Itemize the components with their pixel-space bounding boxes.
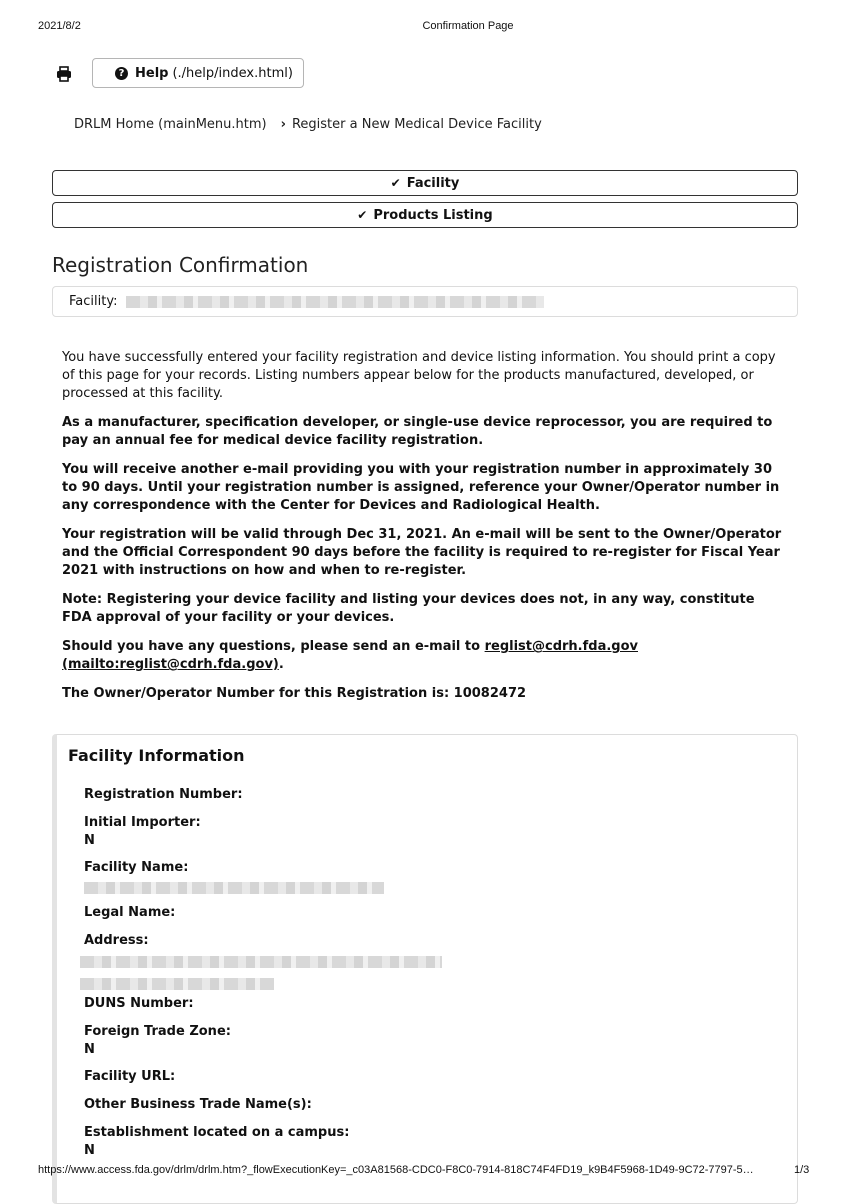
- other-trade-names-field: [84, 1096, 312, 1114]
- help-label: Help: [135, 65, 169, 81]
- check-icon: ✔: [390, 176, 401, 190]
- fda-approval-note: Note: Registering your device facility and listing your devices does not, in any way, constitute FDA approval of your facility or your devices.: [62, 592, 755, 625]
- breadcrumb: [74, 117, 542, 132]
- registration-number-notice: You will receive another e-mail providing you with your registration number in approximately 30 to 90 days. Until your registration number is assigned, reference your Owner/Operator number in any correspondence with the Center for Devices and Radiological Health.: [62, 462, 780, 513]
- duns-number-field: [84, 995, 194, 1013]
- print-page-number: 1/3: [794, 1164, 810, 1176]
- redacted-facility-name-value: [84, 882, 384, 894]
- confirmation-messages: [62, 349, 788, 714]
- step-products-listing-label: Products Listing: [373, 208, 493, 223]
- duns-number-label: DUNS Number:: [84, 996, 194, 1011]
- address-label: Address:: [84, 933, 149, 948]
- print-date: 2021/8/2: [38, 20, 81, 32]
- chevron-right-icon: ›: [280, 117, 286, 132]
- registration-number-label: Registration Number:: [84, 787, 243, 802]
- campus-value: N: [84, 1143, 95, 1158]
- campus-label: Establishment located on a campus:: [84, 1125, 350, 1140]
- help-link: (./help/index.html): [172, 65, 293, 81]
- breadcrumb-current: Register a New Medical Device Facility: [291, 117, 542, 132]
- contact-email-link[interactable]: reglist@cdrh.fda.gov (mailto:reglist@cdrh.fda.gov): [62, 639, 638, 672]
- initial-importer-field: [84, 814, 201, 850]
- validity-notice: Your registration will be valid through Dec 31, 2021. An e-mail will be sent to the Owner/Operator and the Official Correspondent 90 days before the facility is required to re-register for Fiscal Year 2021 with instructions on how and when to re-register.: [62, 527, 782, 578]
- contact-paragraph: [62, 638, 788, 674]
- legal-name-field: [84, 904, 175, 922]
- contact-suffix: .: [278, 657, 284, 672]
- facility-url-field: [84, 1068, 175, 1086]
- facility-summary-box: [52, 286, 798, 317]
- redacted-address-line: [80, 956, 442, 968]
- confirmation-paragraph: You have successfully entered your facility registration and device listing information. You should print a copy of this page for your records. Listing numbers appear below for the products manufactured, developed, or processed at this facility.: [62, 350, 776, 401]
- foreign-trade-zone-value: N: [84, 1042, 95, 1057]
- print-footer-url: https://www.access.fda.gov/drlm/drlm.htm?_flowExecutionKey=_c03A81568-CDC0-F8C0-7914-818C74F4FD19_k9B4F5968-1D49-9C72-7797-5…: [38, 1164, 754, 1176]
- check-icon: ✔: [357, 208, 368, 222]
- print-page-title: Confirmation Page: [422, 20, 514, 32]
- initial-importer-label: Initial Importer:: [84, 815, 201, 830]
- step-products-listing[interactable]: [52, 202, 798, 228]
- campus-field: [84, 1124, 349, 1160]
- facility-information-title: Facility Information: [68, 746, 245, 765]
- foreign-trade-zone-field: [84, 1023, 231, 1059]
- registration-number-field: [84, 786, 243, 804]
- address-field: [84, 932, 442, 993]
- step-facility-label: Facility: [406, 176, 460, 191]
- owner-operator-number: The Owner/Operator Number for this Registration is: 10082472: [62, 686, 527, 701]
- facility-summary-label: Facility:: [69, 294, 118, 309]
- initial-importer-value: N: [84, 833, 95, 848]
- printer-icon[interactable]: [56, 66, 72, 82]
- legal-name-label: Legal Name:: [84, 905, 176, 920]
- contact-prefix: Should you have any questions, please send an e-mail to: [62, 639, 485, 654]
- breadcrumb-home-link[interactable]: DRLM Home (mainMenu.htm): [74, 117, 267, 132]
- annual-fee-notice: As a manufacturer, specification developer, or single-use device reprocessor, you are required to pay an annual fee for medical device facility registration.: [62, 415, 773, 448]
- page-title: Registration Confirmation: [52, 253, 309, 277]
- foreign-trade-zone-label: Foreign Trade Zone:: [84, 1024, 231, 1039]
- facility-name-field: [84, 859, 384, 897]
- question-circle-icon: ?: [115, 67, 128, 80]
- help-button[interactable]: [92, 58, 304, 88]
- redacted-address-line: [80, 978, 274, 990]
- other-trade-names-label: Other Business Trade Name(s):: [84, 1097, 312, 1112]
- facility-url-label: Facility URL:: [84, 1069, 176, 1084]
- redacted-facility-name: [126, 296, 544, 308]
- step-facility[interactable]: [52, 170, 798, 196]
- facility-name-label: Facility Name:: [84, 860, 189, 875]
